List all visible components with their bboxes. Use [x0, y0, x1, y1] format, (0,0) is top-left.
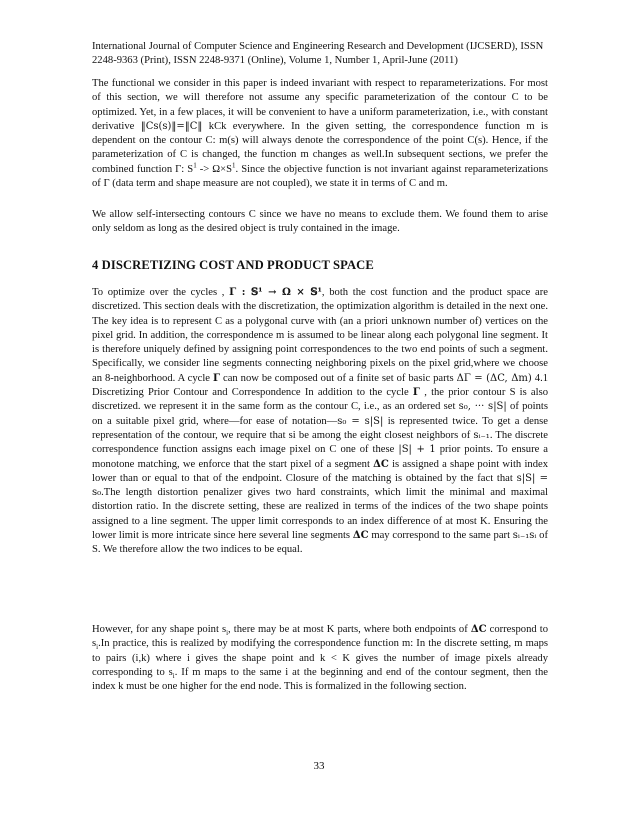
sub-i-3: i [172, 672, 175, 680]
formula-closure: s|S| = s₀ [92, 472, 549, 499]
page-number: 33 [313, 760, 325, 772]
para3-s11: .The length distortion penalizer gives two hard constraints, which limit the minimal and maximal distortion ratio. In the discrete setting, these are realized in terms of the indices of the two shape points assigned to a line segment. The upper limit corresponds to an index difference of at most K. Ensuring the lower limit is more intricate since here several line segments [92, 487, 548, 542]
sub-i-1: i [226, 629, 229, 638]
paragraph-shape-point [92, 623, 548, 694]
running-header [92, 40, 562, 68]
formula-delta-c-3: ΔC [470, 624, 487, 635]
formula-gamma-map: Γ : 𝕊¹ → Ω × 𝕊¹ [229, 287, 322, 298]
para1-text-d: . Since the objective function is not invariant against reparameterizations of Γ (data term and shape measure are not coupled), we state it in terms of C and m. [92, 163, 548, 190]
para3-s5: , the prior contour S is also discretized. we represent it in the same form as the contour C, i.e., as an ordered set [92, 387, 548, 413]
formula-part: sᵢ₋₁sᵢ [512, 530, 537, 542]
formula-ordered-set: s₀, ··· s|S| [458, 401, 507, 413]
paragraph-self-intersecting: We allow self-intersecting contours C since we have no means to exclude them. We found them to arise only seldom as long as the desired object is truly contained in the image. [92, 209, 548, 235]
sup-2: 1 [232, 161, 236, 170]
formula-s0-equals: s₀ = s|S| [337, 415, 384, 427]
header-line-2: 2248-9363 (Print), ISSN 2248-9371 (Online), Volume 1, Number 1, April-June (2011) [92, 55, 458, 66]
para1-text-b: kCk everywhere. In the given setting, the correspondence function m is dependent on the contour C: m(s) will always denote the correspondence of the point C(s). Hence, if the parameterization of C is changed, the function m changes as well.In subsequent sections, we prefer the combined function Γ: S [92, 120, 548, 175]
paragraph-functional [92, 77, 548, 191]
formula-s-prev: sᵢ₋₁ [473, 429, 490, 441]
para4-c: correspond to s [92, 624, 548, 650]
para4-a: However, for any shape point s [92, 624, 227, 635]
para3-s1: To optimize over the cycles , [92, 287, 230, 298]
para3-s13: of S. We therefore allow the two indices to be equal. [92, 530, 548, 556]
para3-s8: . The discrete correspondence function assigns each image pixel on C one of these [92, 429, 548, 456]
sup-1: 1 [193, 161, 197, 170]
para3-s3: can now be composed out of a finite set of basic parts [220, 372, 457, 384]
section-heading: 4 DISCRETIZING COST AND PRODUCT SPACE [92, 258, 374, 272]
para3-s10: is assigned a shape point with index lower than or equal to that of the endpoint. Closure of the matching is obtained by the fact that [92, 458, 548, 484]
formula-delta-c: ΔC [373, 458, 389, 470]
header-line-1: International Journal of Computer Science and Engineering Research and Development (IJCSERD), ISSN [92, 41, 544, 52]
para4-d: .In practice, this is realized by modifying the correspondence function m: In the discrete setting, m maps to pairs (i,k) where i gives the shape point and k < K gives the number of image pixels already corresponding to s [92, 638, 548, 678]
para3-s6: of points on a suitable pixel grid, where—for ease of notation— [92, 401, 548, 427]
sub-i-2: i [96, 643, 99, 652]
formula-delta-gamma: ΔΓ = (ΔC, Δm) [456, 372, 532, 384]
norm-formula: ‖Cs(s)‖=‖C‖ [140, 120, 203, 132]
para3-s4: 4.1 Discretizing Prior Contour and Correspondence In addition to the cycle [92, 372, 549, 399]
para4-b: , there may be at most K parts, where both endpoints of [228, 624, 471, 635]
para3-s2: , both the cost function and the product space are discretized. This section deals with the discretization, the optimization algorithm is detailed in the next one. The key idea is to represent C as a polygonal curve with (an a priori unknown number of) vertices on the pixel grid. In addition, the correspondence m is assumed to be linear along each polygonal line segment. It is therefore uniquely defined by assigning point correspondences to the two end points of such a segment. Specifically, we consider line segments connecting neighboring pixels on the pixel grid,where we choose an 8-neighborhood. A cycle [92, 287, 548, 384]
para4-e: . If m maps to the same i at the beginning and end of the contour segment, then the index k must be one higher for the end node. This is formalized in the following section. [92, 666, 548, 693]
formula-gamma-2: Γ [412, 387, 421, 399]
para3-s9: prior points. To ensure a monotone matching, we enforce that the start pixel of a segment [92, 444, 549, 470]
paragraph-discretizing [92, 286, 548, 558]
para3-s7: is represented twice. To get a dense representation of the contour, we require that si be among the eight closest neighbors of [92, 415, 548, 441]
formula-delta-c-2: ΔC [352, 530, 369, 542]
para1-text-a: The functional we consider in this paper is indeed invariant with respect to reparameterizations. For most of this section, we will therefore not assume any specific parameterization of the contour C to be optimized. Yet, in a few places, it will be convenient to have a uniform parameterization, i.e., with constant derivative [92, 78, 548, 132]
formula-gamma: Γ [212, 372, 221, 384]
para3-s12: may correspond to the same part [368, 530, 513, 542]
formula-count: |S| + 1 [398, 444, 436, 456]
para1-text-c: -> Ω×S [196, 163, 233, 175]
